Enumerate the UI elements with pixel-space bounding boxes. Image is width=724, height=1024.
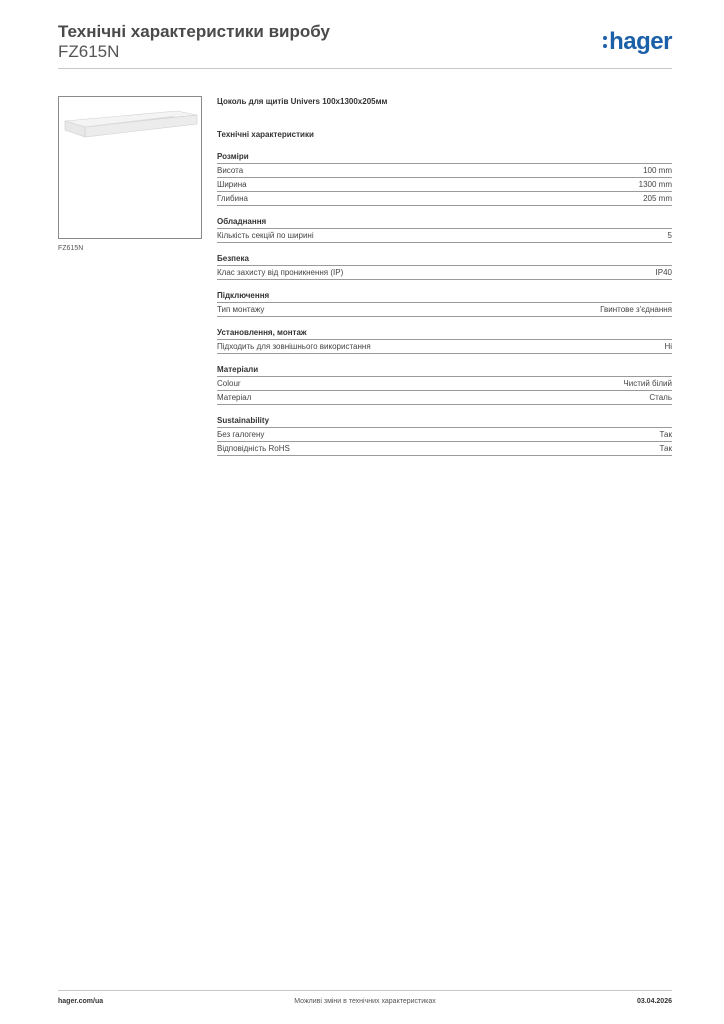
hager-logo [603, 28, 672, 56]
section-title: Підключення [217, 291, 270, 300]
header-divider [58, 68, 672, 69]
spec-value: Гвинтове з'єднання [600, 305, 672, 314]
spec-section-installation [217, 327, 672, 354]
spec-section-connection [217, 290, 672, 317]
footer-divider [58, 990, 672, 991]
spec-label: Тип монтажу [217, 305, 265, 314]
section-title: Sustainability [217, 416, 270, 425]
spec-row [217, 339, 672, 354]
product-plinth-icon [59, 97, 201, 238]
logo-text: hager [609, 28, 672, 55]
section-title: Матеріали [217, 365, 259, 374]
spec-value: Чистий білий [623, 379, 672, 388]
spec-label: Матеріал [217, 393, 252, 402]
document-title: Технічні характеристики виробу [58, 22, 330, 41]
spec-label: Кількість секцій по ширині [217, 231, 314, 240]
product-code: FZ615N [58, 42, 120, 61]
footer-date: 03.04.2026 [636, 998, 672, 1005]
spec-value: Так [659, 444, 672, 453]
footer-notice: Можливі зміни в технічних характеристиках [294, 998, 436, 1005]
spec-label: Ширина [217, 180, 247, 189]
logo-dots-icon [603, 36, 607, 48]
spec-value: IP40 [655, 268, 672, 277]
spec-value: 100 mm [643, 166, 672, 175]
page-header [58, 22, 672, 68]
specifications-panel [217, 96, 672, 466]
spec-value: Так [659, 430, 672, 439]
spec-value: Сталь [649, 393, 672, 402]
section-title: Розміри [217, 152, 249, 161]
spec-row [217, 302, 672, 317]
spec-row [217, 228, 672, 243]
spec-label: Клас захисту від проникнення (IP) [217, 268, 344, 277]
spec-section-safety [217, 253, 672, 280]
spec-row [217, 390, 672, 405]
specs-heading: Технічні характеристики [217, 130, 314, 139]
spec-label: Підходить для зовнішнього використання [217, 342, 371, 351]
spec-row [217, 191, 672, 206]
spec-section-sustainability [217, 415, 672, 456]
spec-value: 205 mm [643, 194, 672, 203]
spec-row [217, 177, 672, 191]
spec-label: Colour [217, 379, 241, 388]
product-name: Цоколь для щитів Univers 100x1300x205мм [217, 97, 388, 106]
spec-section-dimensions [217, 151, 672, 206]
spec-label: Відповідність RoHS [217, 444, 290, 453]
spec-section-materials [217, 364, 672, 405]
spec-section-equipment [217, 216, 672, 243]
spec-row [217, 376, 672, 390]
spec-row [217, 441, 672, 456]
section-title: Обладнання [217, 217, 267, 226]
spec-label: Глибина [217, 194, 248, 203]
spec-row [217, 265, 672, 280]
website-link[interactable]: hager.com/ua [58, 998, 104, 1005]
spec-value: Ні [664, 342, 672, 351]
section-title: Установлення, монтаж [217, 328, 307, 337]
image-caption: FZ615N [58, 245, 84, 252]
spec-value: 1300 mm [638, 180, 672, 189]
spec-label: Без галогену [217, 430, 265, 439]
spec-sections [217, 151, 672, 456]
spec-value: 5 [667, 231, 672, 240]
product-image [58, 96, 202, 239]
spec-row [217, 427, 672, 441]
spec-row [217, 163, 672, 177]
section-title: Безпека [217, 254, 249, 263]
spec-label: Висота [217, 166, 244, 175]
